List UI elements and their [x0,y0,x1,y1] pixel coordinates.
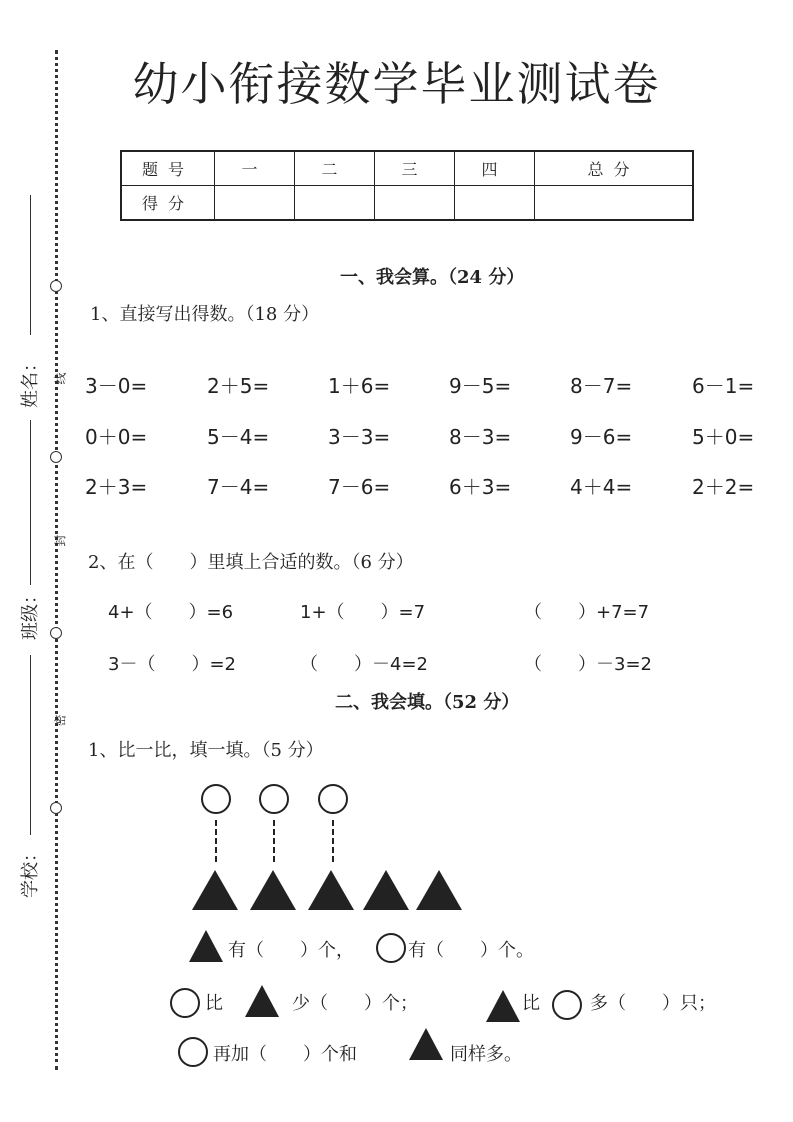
calc-problem[interactable]: 0＋0= [85,425,148,449]
circle-icon [170,988,200,1018]
score-input-cell[interactable] [375,186,455,221]
school-blank-line[interactable] [30,655,31,835]
calc-problem[interactable]: 6－1= [692,374,755,398]
score-cell: 总分 [535,151,694,186]
score-input-cell[interactable] [535,186,694,221]
circle-shape [318,784,348,814]
circle-icon [178,1037,208,1067]
calc-problem[interactable]: 3－0= [85,374,148,398]
question2-label: 2、在（ ）里填上合适的数。（6 分） [88,552,414,573]
binding-dotted-line [55,50,58,1070]
score-input-cell[interactable] [215,186,295,221]
calc-problem[interactable]: 6＋3= [449,475,512,499]
binding-mark-xian: 线 [53,372,68,385]
binding-circle [50,802,62,814]
binding-circle [50,280,62,292]
section2-heading: 二、我会填。（52 分） [335,692,520,713]
less-text: 少（ ）个； [292,993,418,1014]
calc-problem[interactable]: 7－4= [207,475,270,499]
fill-blank-problem[interactable]: 1+（ ）=7 [300,602,426,623]
binding-circle [50,627,62,639]
score-cell: 题号 [121,151,215,186]
section1-heading: 一、我会算。（24 分） [340,267,525,288]
school-label: 学校： [20,844,41,898]
compare-text: 比 [522,993,540,1014]
circle-shape [259,784,289,814]
calc-problem[interactable]: 5＋0= [692,425,755,449]
circle-icon [376,933,406,963]
triangle-count-text: 有（ ）个， [228,940,354,961]
calc-problem[interactable]: 2＋2= [692,475,755,499]
calc-problem[interactable]: 1＋6= [328,374,391,398]
triangle-shape [308,870,354,910]
score-input-cell[interactable] [455,186,535,221]
circle-icon [552,990,582,1020]
compare-question-label: 1、比一比，填一填。（5 分） [88,740,324,761]
calc-problem[interactable]: 8－7= [570,374,633,398]
score-table-header-row [121,151,693,186]
triangle-icon [486,990,520,1022]
calc-problem[interactable]: 9－5= [449,374,512,398]
score-cell: 四 [455,151,535,186]
name-label: 姓名： [20,354,41,408]
name-blank-line[interactable] [30,195,31,335]
calc-problem[interactable]: 5－4= [207,425,270,449]
more-text: 多（ ）只； [590,993,716,1014]
score-cell: 一 [215,151,295,186]
binding-circle [50,451,62,463]
score-cell: 得分 [121,186,215,221]
fill-blank-problem[interactable]: 4+（ ）=6 [108,602,234,623]
add-more-text: 再加（ ）个和 [213,1044,357,1065]
triangle-icon [409,1028,443,1060]
binding-mark-mi: 密 [53,714,68,727]
dashed-connector [273,820,275,862]
calc-problem[interactable]: 3－3= [328,425,391,449]
triangle-shape [250,870,296,910]
fill-blank-problem[interactable]: （ ）+7=7 [524,602,650,623]
dashed-connector [215,820,217,862]
calc-problem[interactable]: 2＋3= [85,475,148,499]
calc-problem[interactable]: 7－6= [328,475,391,499]
score-cell: 三 [375,151,455,186]
triangle-icon [189,930,223,962]
dashed-connector [332,820,334,862]
score-table-score-row [121,186,693,221]
score-input-cell[interactable] [295,186,375,221]
fill-blank-problem[interactable]: （ ）－4=2 [300,654,428,675]
triangle-shape [192,870,238,910]
page-title: 幼小衔接数学毕业测试卷 [132,57,661,111]
question1-label: 1、直接写出得数。（18 分） [90,304,320,325]
triangle-shape [363,870,409,910]
binding-mark-feng: 封 [53,534,68,547]
circle-count-text: 有（ ）个。 [408,940,534,961]
score-table [120,150,694,221]
class-blank-line[interactable] [30,420,31,585]
score-cell: 二 [295,151,375,186]
class-label: 班级： [20,586,41,640]
fill-blank-problem[interactable]: （ ）－3=2 [524,654,652,675]
triangle-icon [245,985,279,1017]
calc-problem[interactable]: 9－6= [570,425,633,449]
same-amount-text: 同样多。 [450,1044,522,1065]
calc-problem[interactable]: 4＋4= [570,475,633,499]
calc-problem[interactable]: 8－3= [449,425,512,449]
circle-shape [201,784,231,814]
triangle-shape [416,870,462,910]
fill-blank-problem[interactable]: 3－（ ）=2 [108,654,236,675]
compare-text: 比 [205,993,223,1014]
calc-problem[interactable]: 2＋5= [207,374,270,398]
